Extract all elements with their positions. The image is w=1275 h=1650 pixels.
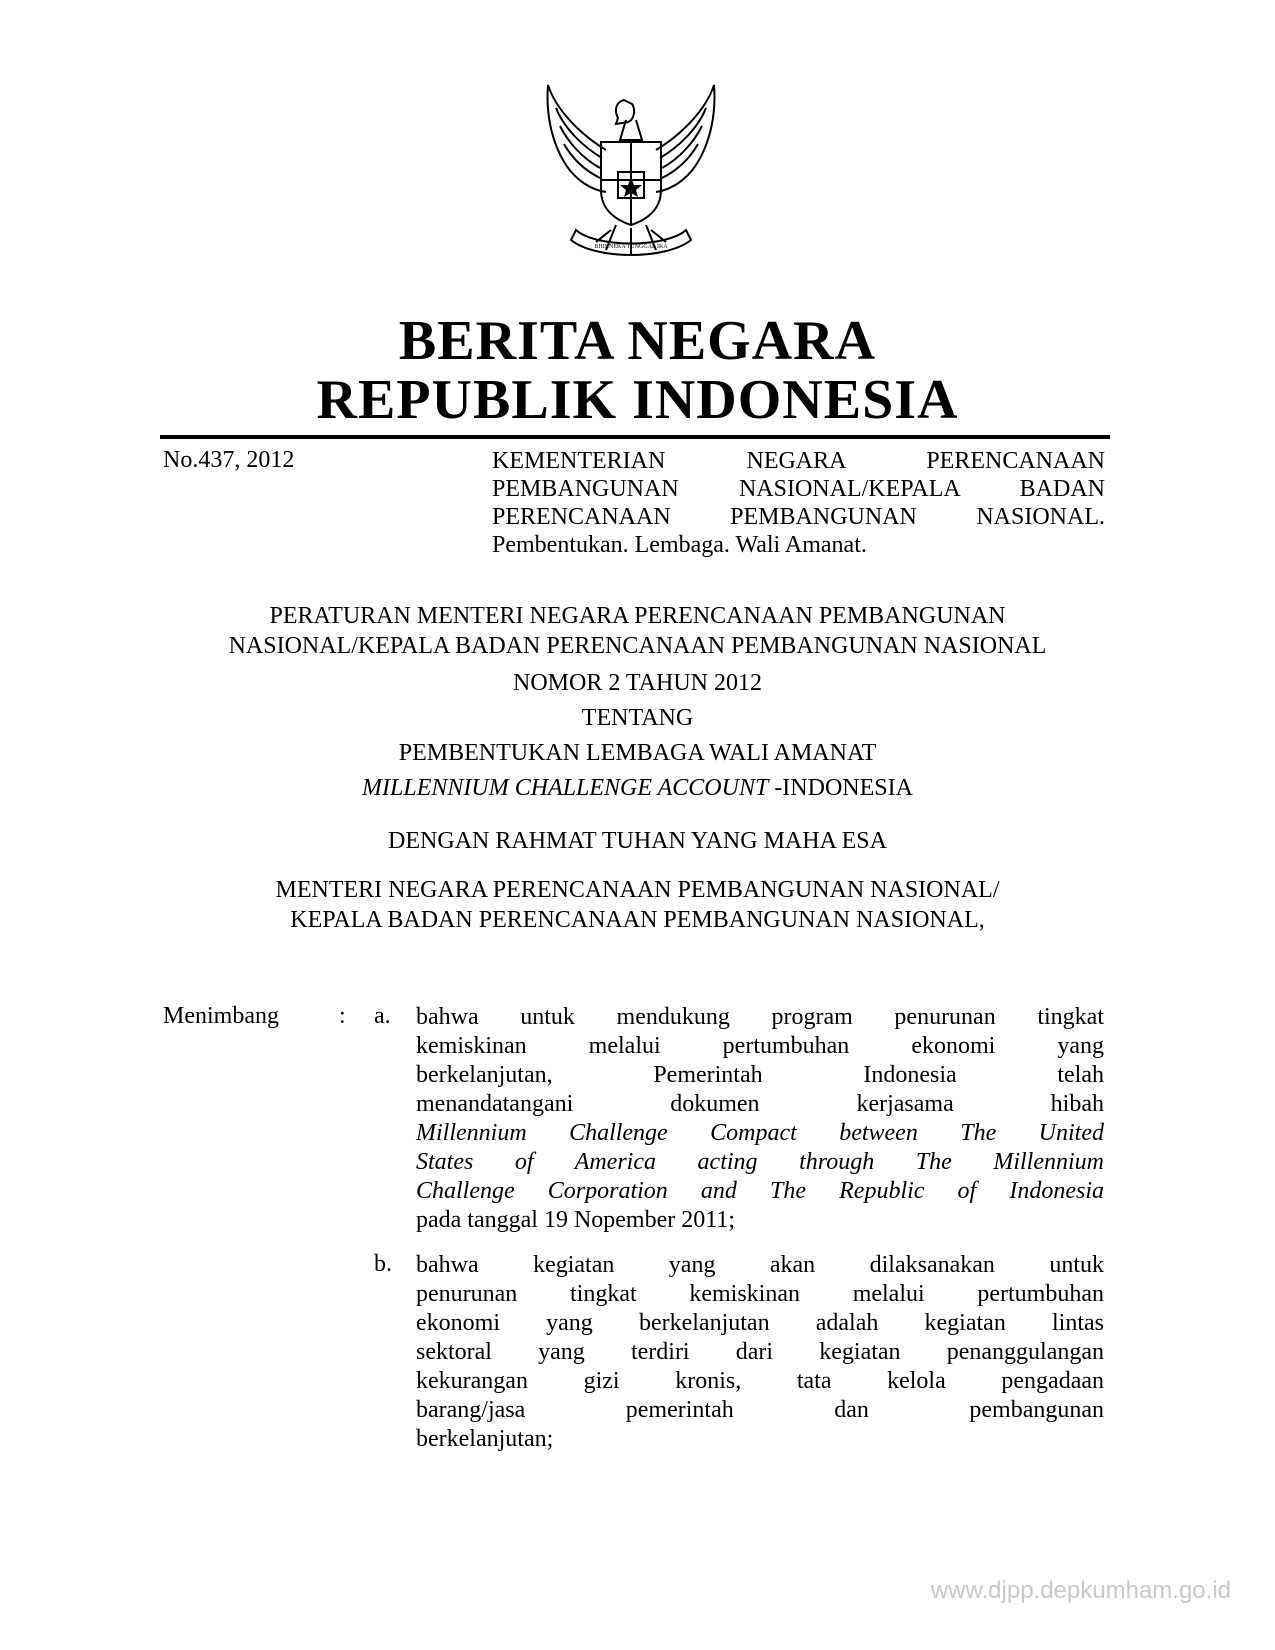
regulation-subject-line1: PEMBENTUKAN LEMBAGA WALI AMANAT — [398, 740, 877, 766]
regulation-subject-italic: MILLENNIUM CHALLENGE ACCOUNT — [362, 775, 769, 801]
item-line: bahwa untuk mendukung program penurunan tingkat — [416, 1004, 1104, 1030]
considering-item-b — [416, 1251, 1104, 1454]
minister-title-line1: MENTERI NEGARA PERENCANAAN PEMBANGUNAN NASIONAL/ — [275, 877, 1000, 903]
item-line: barang/jasa pemerintah dan pembangunan — [416, 1397, 1104, 1423]
item-line: bahwa kegiatan yang akan dilaksanakan untuk — [416, 1252, 1104, 1278]
subject-line: PERENCANAAN PEMBANGUNAN NASIONAL. — [492, 504, 1105, 530]
regulation-subject-line2 — [0, 775, 1275, 802]
considering-item-a — [416, 1003, 1104, 1235]
header-divider — [160, 435, 1110, 439]
emblem-motto: BHINNEKA TUNGGAL IKA — [594, 244, 668, 250]
watermark-url: www.djpp.depkumham.go.id — [930, 1577, 1231, 1604]
masthead-title-line2: REPUBLIK INDONESIA — [316, 369, 959, 431]
gazette-number: No.437, 2012 — [163, 447, 295, 473]
regulation-title-line2: NASIONAL/KEPALA BADAN PERENCANAAN PEMBANGUNAN NASIONAL — [228, 633, 1047, 659]
minister-title-line2: KEPALA BADAN PERENCANAAN PEMBANGUNAN NASIONAL, — [290, 907, 985, 933]
item-line: kemiskinan melalui pertumbuhan ekonomi yang — [416, 1033, 1104, 1059]
item-letter-b: b. — [374, 1251, 392, 1277]
regulation-number: NOMOR 2 TAHUN 2012 — [513, 670, 762, 696]
item-line: pada tanggal 19 Nopember 2011; — [416, 1207, 736, 1233]
item-line: berkelanjutan, Pemerintah Indonesia telah — [416, 1062, 1104, 1088]
subject-line: PEMBANGUNAN NASIONAL/KEPALA BADAN — [492, 476, 1105, 502]
considering-colon: : — [339, 1003, 346, 1029]
item-line: berkelanjutan; — [416, 1426, 554, 1452]
item-line: menandatangani dokumen kerjasama hibah — [416, 1091, 1104, 1117]
subject-line: KEMENTERIAN NEGARA PERENCANAAN — [492, 448, 1105, 474]
considering-label: Menimbang — [163, 1003, 279, 1029]
item-line: penurunan tingkat kemiskinan melalui pertumbuhan — [416, 1281, 1104, 1307]
regulation-blessing: DENGAN RAHMAT TUHAN YANG MAHA ESA — [388, 828, 887, 854]
item-line: States of America acting through The Millennium — [416, 1149, 1104, 1175]
item-line: kekurangan gizi kronis, tata kelola pengadaan — [416, 1368, 1104, 1394]
item-line: sektoral yang terdiri dari kegiatan penanggulangan — [416, 1339, 1104, 1365]
gazette-subject — [492, 447, 1105, 559]
item-letter-a: a. — [374, 1003, 391, 1029]
subject-line: Pembentukan. Lembaga. Wali Amanat. — [492, 532, 867, 558]
item-line: ekonomi yang berkelanjutan adalah kegiatan lintas — [416, 1310, 1104, 1336]
regulation-subject-suffix: -INDONESIA — [768, 775, 913, 801]
item-line: Millennium Challenge Compact between The United — [416, 1120, 1104, 1146]
garuda-emblem-icon — [536, 80, 726, 280]
regulation-about: TENTANG — [581, 705, 694, 731]
item-line: Challenge Corporation and The Republic of Indonesia — [416, 1178, 1104, 1204]
regulation-title-line1: PERATURAN MENTERI NEGARA PERENCANAAN PEMBANGUNAN — [269, 603, 1006, 629]
masthead-title-line1: BERITA NEGARA — [398, 310, 877, 372]
